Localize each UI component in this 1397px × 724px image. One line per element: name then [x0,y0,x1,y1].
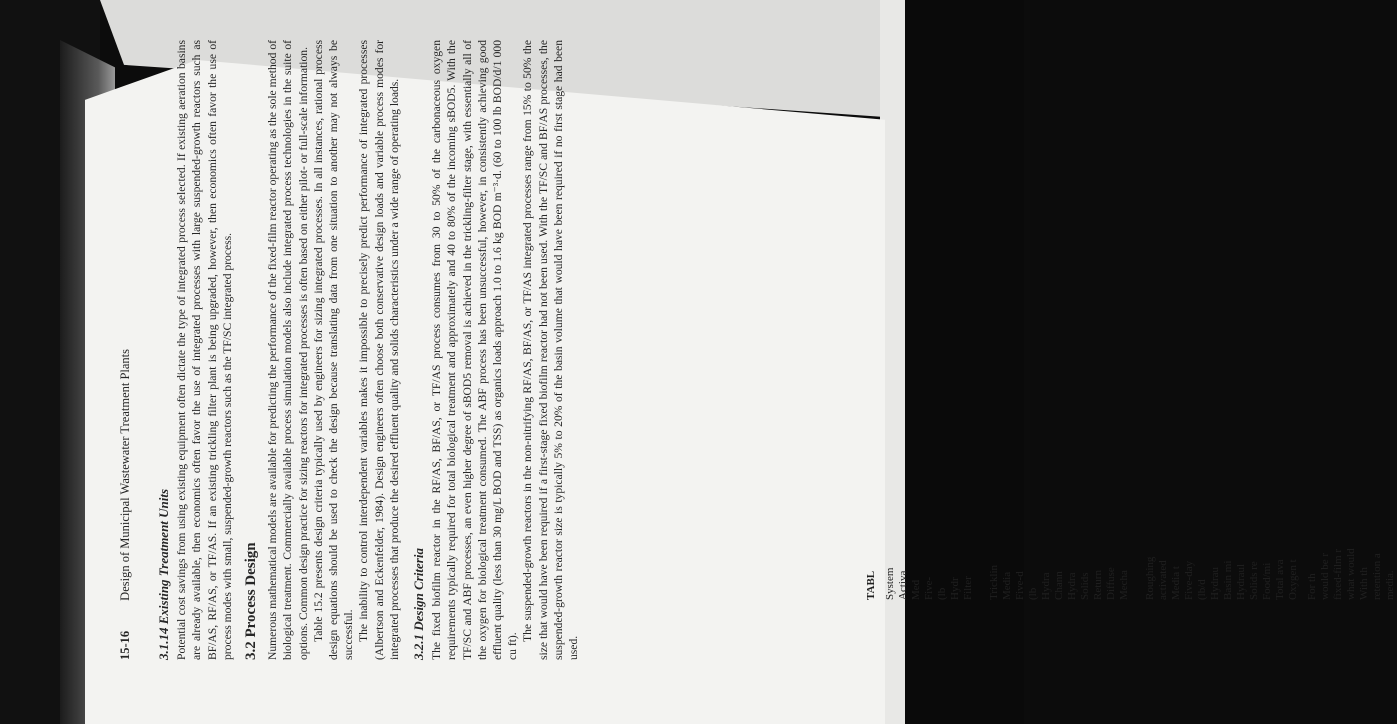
table-row-fragment: Five- [923,576,935,600]
table-row-fragment: Tricklin [988,564,1000,600]
table-row-fragment: (lb [936,587,948,600]
table-row-fragment: Oxygen t [1287,559,1299,600]
table-row-fragment: Hydr [949,577,961,600]
paragraph: Table 15.2 presents design criteria typically used by engineers for sizing integrated processes. In all instances, rational process design equations should be used to check the design because translating data from one situation to another may not always be successful. [311,40,356,660]
table-row-fragment: Five-d [1014,571,1026,600]
table-row-fragment: Solids re [1248,561,1260,600]
table-row-fragment: Med [910,579,922,600]
table-row-fragment: (lb/d [1196,579,1208,600]
table-row-fragment: Activa [897,570,909,600]
table-row-fragment: Hydraul [1235,563,1247,600]
table-rows [884,160,1300,600]
table-row-fragment: Total ava [1274,559,1286,600]
paragraph: The suspended-growth reactors in the non-nitrifying RF/AS, BF/AS, or TF/AS integrated processes range from 15% to 50% the size that would have been required if a first-stage fixed biofilm reactor had not been used. With the TF/SC and BF/AS processes, the suspended-growth reactor size is typically 5% to 20% of the basin volume that would have been required if no first stage had been used. [521,40,581,660]
table-row-fragment [1131,160,1144,600]
body-line-fragment: would be r [1319,552,1331,600]
table-title: TABL [865,570,877,600]
table-row-fragment: (lb [1027,587,1039,600]
paragraph: Potential cost savings from using existing equipment often dictate the type of integrated process selected. If existing aeration basins are already available, then economics often favor the use of integrated processes with large suspended-growth reactors such as BF/AS, RF/AS, or TF/AS. If an existing trickling filter plant is being upgraded, however, then economics often favor the use of process modes with small, suspended-growth reactors such as the TF/SC integrated process. [175,40,234,660]
table-row-fragment: Mecha [1118,570,1130,600]
paragraph: The fixed biofilm reactor in the RF/AS, BF/AS, or TF/AS process consumes from 30 to 50% of the carbonaceous oxygen requirements typically required for total biological treatment and approximately and 40 to 80% of the incoming sBOD5. With the TF/SC and ABF processes, an even higher degree of sBOD5 removal is achieved in the trickling-filter stage, with essentially all of the oxygen for biological treatment consumed. The ABF process has been unsuccessful, however, in consistently achieving good effluent quality (less than 30 mg/L BOD and TSS) as organics loads approach 1.0 to 1.6 kg BOD m⁻³·d. (60 to 100 lb BOD/d/1 000 cu ft). [430,40,520,660]
body-text [156,40,581,660]
table-row-fragment: Solids [1079,572,1091,600]
table-row-fragment: Hydra [1066,572,1078,600]
body-line-fragment: retention a [1371,553,1383,600]
running-title: Design of Municipal Wastewater Treatment Plants [118,348,132,601]
table-row-fragment [975,160,988,600]
table-row-fragment: Filter [962,576,974,600]
table-row-fragment: Basin mi [1222,560,1234,600]
table-row-fragment: Return [1092,570,1104,600]
subsection-heading: 3.2.1 Design Criteria [411,548,427,660]
facing-body-text [1306,160,1397,600]
body-line-fragment: media. [1384,570,1396,600]
table-row-fragment: Roughing [1144,556,1156,600]
table-row-fragment: Media [1001,571,1013,600]
table-row-fragment: System [884,567,896,600]
facing-page-content [865,160,1396,600]
table-row-fragment: Hydrau [1209,567,1221,600]
body-line-fragment: For th [1306,573,1318,600]
section-heading: 3.2 Process Design [243,542,260,660]
page-number: 15-16 [118,630,132,660]
table-row-fragment: Five-day [1183,560,1195,600]
table-row-fragment: Media t [1170,566,1182,600]
paragraph: The inability to control interdependent variables makes it impossible to precisely predict performance of integrated processes (Albertson and Eckenfelder, 1984). Design engineers often choose both conservative design loads and variable process modes for integrated processes that produce the desired effluent quality and solids characteristics under a wide range of operating loads. [357,40,401,660]
table-row-fragment: Hydra [1040,572,1052,600]
subsection-heading: 3.1.14 Existing Treatment Units [156,488,171,660]
page-header [118,40,138,660]
paragraph: Numerous mathematical models are available for predicting the performance of the fixed-film reactor operating as the sole method of biological treatment. Commercially available process simulation models also include integrated process technologies in the suite of options. Common design practice for sizing reactors for integrated processes is often based on either pilot- or full-scale information. [266,40,310,660]
table-row-fragment: activated [1157,560,1169,600]
body-line-fragment: what would [1345,548,1357,600]
body-line-fragment: With th [1358,567,1370,600]
table-row-fragment: Diffuse [1105,567,1117,600]
page-content [118,40,818,660]
body-line-fragment: fixed-film r [1332,548,1344,600]
table-row-fragment: Chann [1053,571,1065,600]
table-row-fragment: Food/mi [1261,562,1273,600]
